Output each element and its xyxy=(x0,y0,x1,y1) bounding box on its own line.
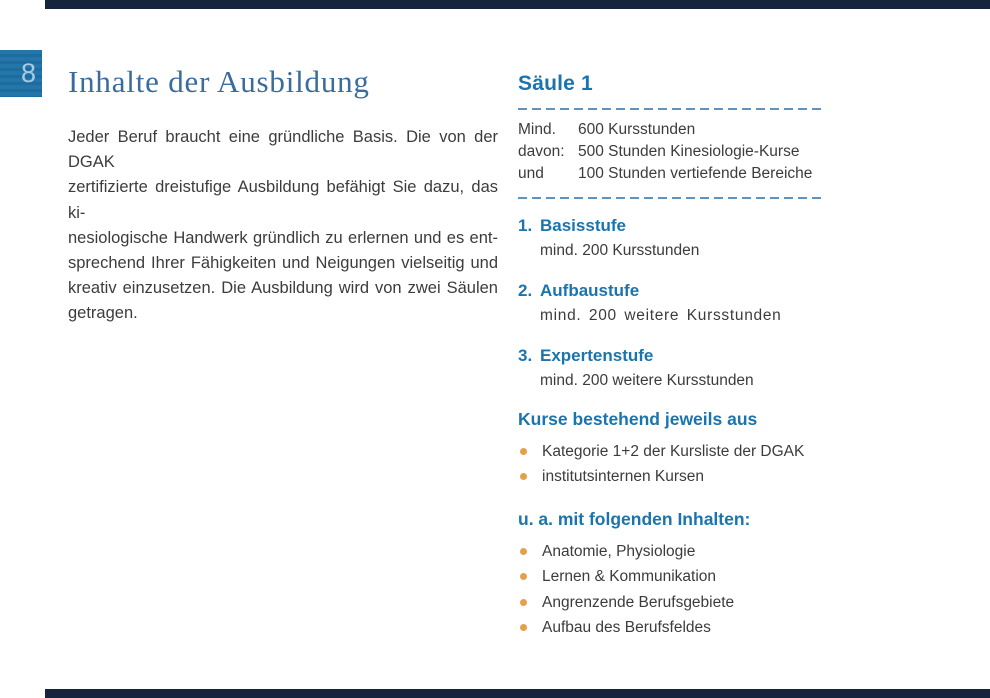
list-item-text: Lernen & Kommunikation xyxy=(542,568,717,586)
stage-number: 2. xyxy=(518,281,533,300)
summary-row xyxy=(518,119,824,141)
top-rule xyxy=(45,0,990,9)
bullet-icon xyxy=(520,599,527,606)
stage-detail: mind. 200 weitere Kursstunden xyxy=(540,307,782,324)
page-number: 8 xyxy=(20,58,36,88)
dashed-divider xyxy=(518,108,824,110)
list-item xyxy=(518,564,824,589)
list-item xyxy=(518,590,824,615)
bottom-rule xyxy=(45,689,990,698)
right-column xyxy=(518,72,824,640)
stage-number: 3. xyxy=(518,346,533,365)
hours-summary xyxy=(518,119,824,185)
left-column xyxy=(68,64,498,327)
list-item-text: Anatomie, Physiologie xyxy=(542,542,696,560)
list-item xyxy=(518,439,824,464)
stage-heading xyxy=(518,346,824,366)
stage-heading xyxy=(518,216,824,236)
bullet-icon xyxy=(520,548,527,555)
summary-label: Mind. xyxy=(518,121,556,138)
list-item-text: Kategorie 1+2 der Kursliste der DGAK xyxy=(542,443,805,460)
paragraph-line: Jeder Beruf braucht eine gründliche Basis. Die von der DGAK xyxy=(68,128,498,172)
courses-heading: Kurse bestehend jeweils aus xyxy=(518,409,758,429)
paragraph-line: nesiologische Handwerk gründlich zu erlernen und es ent- xyxy=(68,228,498,247)
courses-list xyxy=(518,439,824,490)
list-item-text: Aufbau des Berufsfeldes xyxy=(542,619,711,637)
summary-value: 100 Stunden vertiefende Bereiche xyxy=(578,165,813,182)
list-item xyxy=(518,615,824,640)
stage-name: Basisstufe xyxy=(540,216,626,235)
contents-list xyxy=(518,539,824,641)
stage-basisstufe xyxy=(518,216,824,260)
list-item-text: institutsinternen Kursen xyxy=(542,468,704,486)
summary-value: 600 Kursstunden xyxy=(578,121,696,138)
page-title: Inhalte der Ausbildung xyxy=(68,64,370,99)
stage-heading xyxy=(518,281,824,301)
stage-detail: mind. 200 Kursstunden xyxy=(540,242,700,259)
bullet-icon xyxy=(520,624,527,631)
bullet-icon xyxy=(520,448,527,455)
paragraph-line: getragen. xyxy=(68,304,138,323)
bullet-icon xyxy=(520,573,527,580)
paragraph-line: kreativ einzusetzen. Die Ausbildung wird von zwei Säulen xyxy=(68,279,498,298)
summary-row xyxy=(518,163,824,185)
stage-name: Expertenstufe xyxy=(540,346,654,365)
stage-name: Aufbaustufe xyxy=(540,281,640,300)
paragraph-line: sprechend Ihrer Fähigkeiten und Neigungen vielseitig und xyxy=(68,254,498,273)
list-item xyxy=(518,539,824,564)
page-number-tab xyxy=(0,50,42,97)
summary-value: 500 Stunden Kinesiologie-Kurse xyxy=(578,143,800,160)
stage-number: 1. xyxy=(518,216,533,235)
bullet-icon xyxy=(520,473,527,480)
saeule-1-title: Säule 1 xyxy=(518,72,593,95)
dashed-divider xyxy=(518,197,824,199)
contents-heading: u. a. mit folgenden Inhalten: xyxy=(518,508,751,529)
list-item xyxy=(518,464,824,489)
stage-detail: mind. 200 weitere Kursstunden xyxy=(540,372,754,389)
list-item-text: Angrenzende Berufsgebiete xyxy=(542,593,735,611)
stage-expertenstufe xyxy=(518,346,824,390)
summary-row xyxy=(518,141,824,163)
intro-paragraph xyxy=(68,125,498,327)
summary-label: davon: xyxy=(518,143,565,160)
paragraph-line: zertifizierte dreistufige Ausbildung befähigt Sie dazu, das ki- xyxy=(68,178,498,222)
summary-label: und xyxy=(518,165,544,182)
stage-aufbaustufe xyxy=(518,281,824,325)
